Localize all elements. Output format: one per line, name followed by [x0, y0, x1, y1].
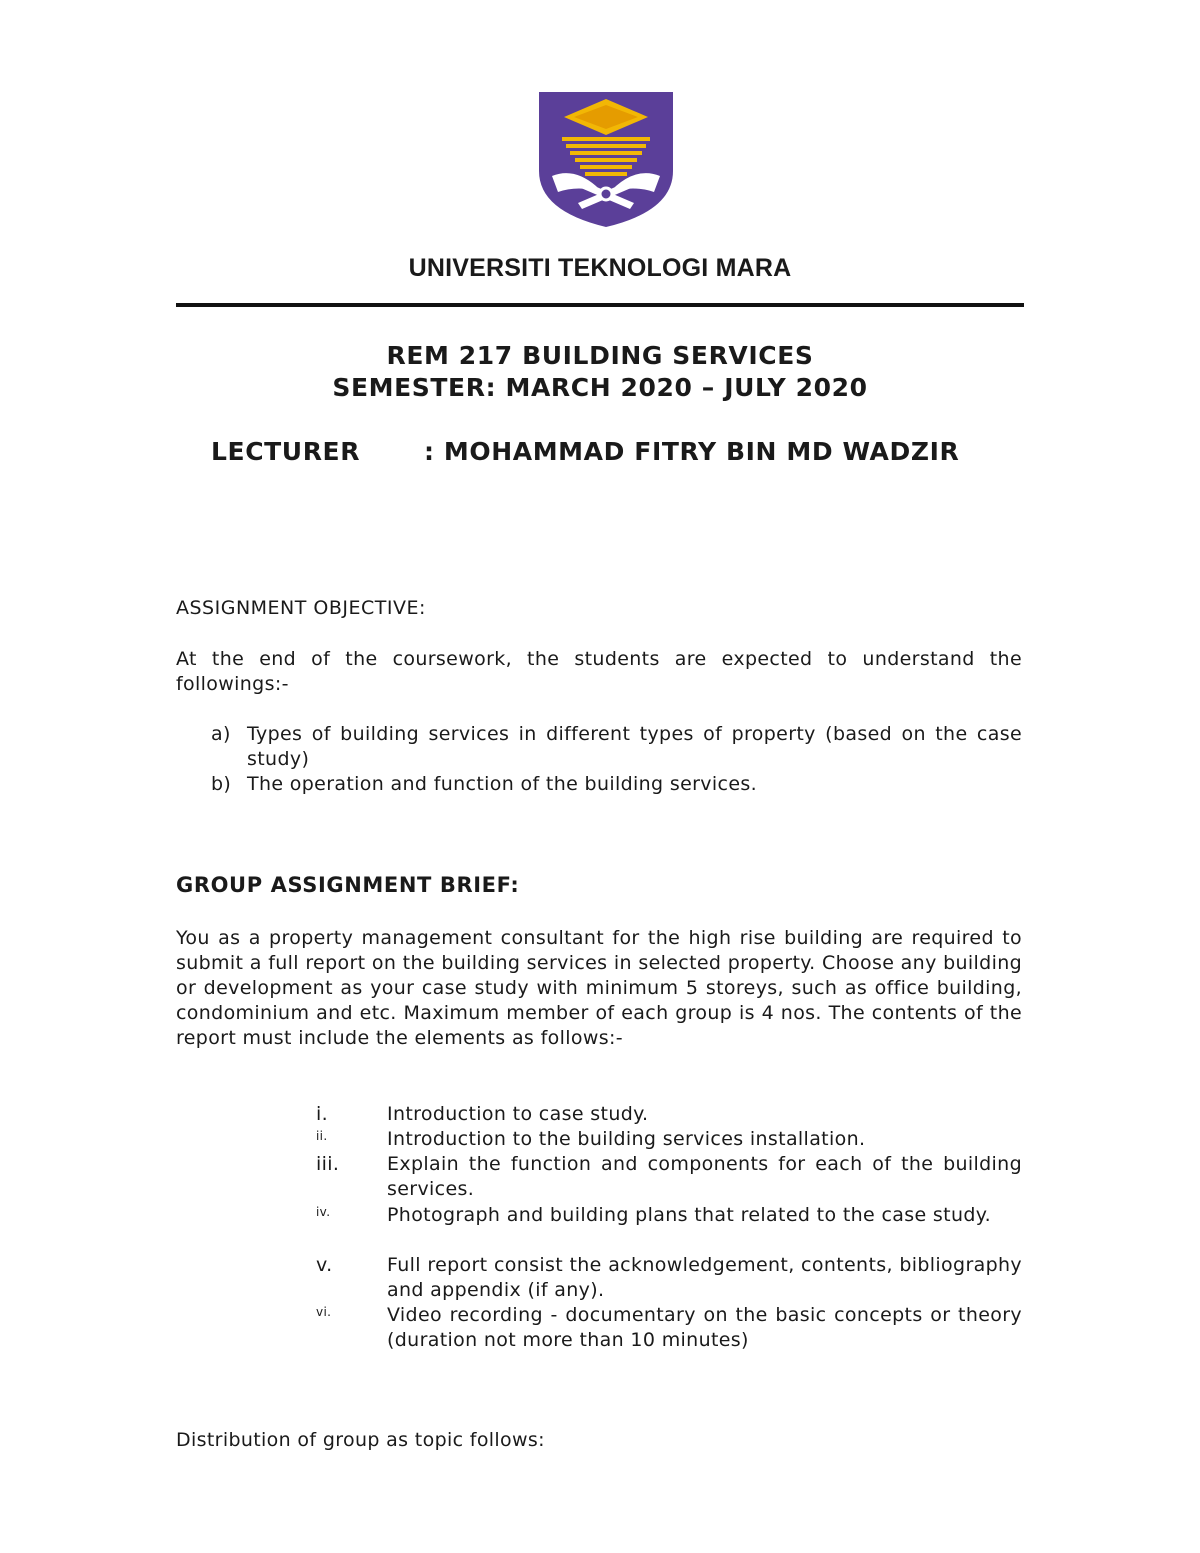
university-name: UNIVERSITI TEKNOLOGI MARA: [408, 254, 792, 282]
uitm-crest-icon: [538, 91, 674, 228]
list-item-text: Photograph and building plans that related to the case study.: [387, 1204, 992, 1226]
list-item-text: The operation and function of the building services.: [247, 773, 757, 795]
list-marker: b): [211, 773, 232, 795]
list-marker: iii.: [316, 1153, 340, 1175]
list-item-text: Introduction to case study.: [387, 1103, 649, 1125]
list-item-text: Explain the function and components for each of the building services.: [387, 1153, 1022, 1200]
objective-heading: ASSIGNMENT OBJECTIVE:: [176, 597, 426, 619]
brief-paragraph: You as a property management consultant for the high rise building are required to submit a full report on the building services in selected property. Choose any building or development as your case study with minimum 5 storeys, such as office building, condominium and etc. Maximum member of each group is 4 nos. The contents of the report must include the elements as follows:-: [176, 927, 1022, 1049]
list-item-text: Video recording - documentary on the basic concepts or theory (duration not more than 10 minutes): [387, 1304, 1022, 1351]
list-item-text: Types of building services in different types of property (based on the case study): [247, 723, 1022, 770]
list-marker: ii.: [316, 1129, 328, 1143]
brief-item-iv: [316, 1203, 1022, 1228]
list-marker: v.: [316, 1254, 333, 1276]
brief-item-ii: [316, 1127, 1022, 1152]
objective-item-a: [211, 722, 1022, 772]
lecturer-label: LECTURER: [211, 437, 361, 466]
list-marker: a): [211, 723, 231, 745]
header-divider: [176, 303, 1024, 307]
brief-item-iii: [316, 1152, 1022, 1202]
list-marker: i.: [316, 1103, 329, 1125]
brief-heading: GROUP ASSIGNMENT BRIEF:: [176, 873, 520, 897]
brief-item-v: [316, 1253, 1022, 1303]
brief-item-i: [316, 1102, 1022, 1127]
lecturer-name: : MOHAMMAD FITRY BIN MD WADZIR: [424, 437, 960, 466]
distribution-line: Distribution of group as topic follows:: [176, 1429, 545, 1451]
lecturer-line: [211, 437, 959, 466]
list-marker: vi.: [316, 1305, 332, 1319]
objective-item-b: [211, 772, 1022, 797]
list-marker: iv.: [316, 1205, 331, 1219]
course-title: REM 217 BUILDING SERVICES: [386, 341, 814, 370]
list-item-text: Introduction to the building services installation.: [387, 1128, 866, 1150]
list-item-text: Full report consist the acknowledgement, contents, bibliography and appendix (if any).: [387, 1254, 1022, 1301]
brief-item-vi: [316, 1303, 1022, 1353]
semester-line: SEMESTER: MARCH 2020 – JULY 2020: [332, 373, 868, 402]
objective-intro: At the end of the coursework, the students are expected to understand the followings:-: [176, 648, 1022, 695]
